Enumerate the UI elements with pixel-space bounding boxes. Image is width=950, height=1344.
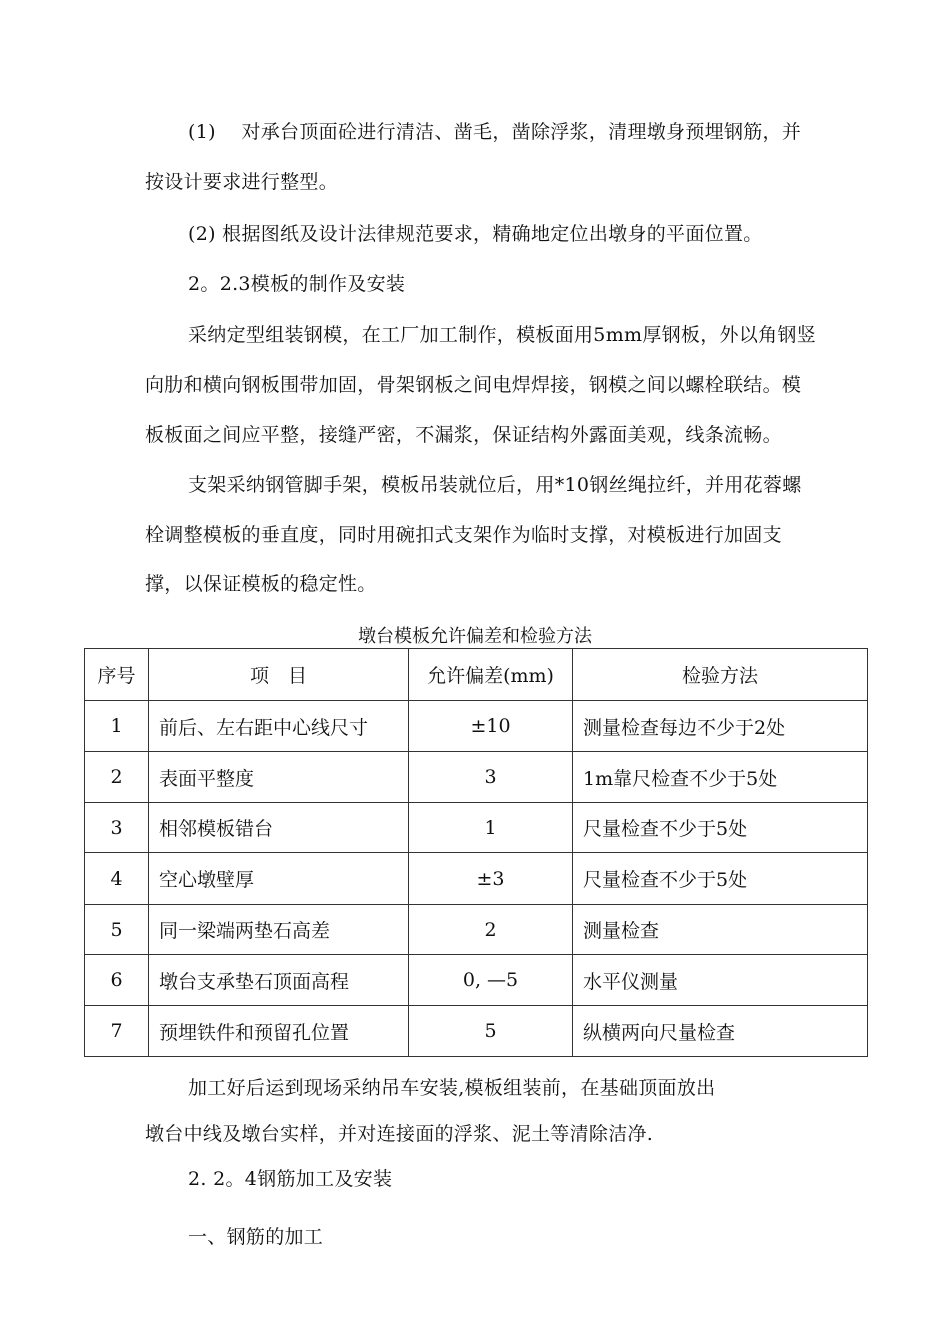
cell-seq: 5 <box>85 905 149 955</box>
cell-tolerance: 5 <box>409 1006 573 1057</box>
header-method: 检验方法 <box>573 649 868 701</box>
paragraph-4-line-3: 撑，以保证模板的稳定性。 <box>145 573 377 595</box>
cell-tolerance: 3 <box>409 752 573 803</box>
table-row <box>85 1006 868 1057</box>
tolerance-table <box>84 648 868 1057</box>
table-row <box>85 803 868 853</box>
header-item: 项 目 <box>149 649 409 701</box>
section-heading-2-2-3: 2。2.3模板的制作及安装 <box>188 273 406 295</box>
cell-seq: 2 <box>85 752 149 803</box>
cell-item: 预埋铁件和预留孔位置 <box>149 1006 409 1057</box>
cell-method: 水平仪测量 <box>573 955 868 1006</box>
header-seq: 序号 <box>85 649 149 701</box>
cell-method: 测量检查每边不少于2处 <box>573 701 868 752</box>
cell-method: 纵横两向尺量检查 <box>573 1006 868 1057</box>
paragraph-2: (2) 根据图纸及设计法律规范要求，精确地定位出墩身的平面位置。 <box>188 223 763 245</box>
table-row <box>85 701 868 752</box>
table-row <box>85 752 868 803</box>
cell-tolerance: 0, —5 <box>409 955 573 1006</box>
cell-method: 测量检查 <box>573 905 868 955</box>
table-header-row <box>85 649 868 701</box>
cell-tolerance: ±3 <box>409 853 573 905</box>
cell-tolerance: 2 <box>409 905 573 955</box>
table-row <box>85 853 868 905</box>
table-row <box>85 955 868 1006</box>
cell-tolerance: 1 <box>409 803 573 853</box>
cell-item: 相邻模板错台 <box>149 803 409 853</box>
cell-item: 前后、左右距中心线尺寸 <box>149 701 409 752</box>
cell-method: 尺量检查不少于5处 <box>573 803 868 853</box>
header-tolerance: 允许偏差(mm) <box>409 649 573 701</box>
paragraph-5-line-2: 墩台中线及墩台实样，并对连接面的浮浆、泥土等清除洁净. <box>145 1123 654 1145</box>
cell-seq: 4 <box>85 853 149 905</box>
cell-item: 空心墩壁厚 <box>149 853 409 905</box>
paragraph-1-line-2: 按设计要求进行整型。 <box>145 171 339 193</box>
cell-item: 表面平整度 <box>149 752 409 803</box>
cell-item: 墩台支承垫石顶面高程 <box>149 955 409 1006</box>
paragraph-3-line-1: 采纳定型组装钢模，在工厂加工制作，模板面用5mm厚钢板，外以角钢竖 <box>188 324 817 346</box>
cell-seq: 1 <box>85 701 149 752</box>
cell-method: 尺量检查不少于5处 <box>573 853 868 905</box>
paragraph-1-line-1: (1) 对承台顶面砼进行清洁、凿毛，凿除浮浆，清理墩身预埋钢筋，并 <box>188 121 802 143</box>
table-caption: 墩台模板允许偏差和检验方法 <box>358 626 592 647</box>
cell-seq: 7 <box>85 1006 149 1057</box>
cell-seq: 6 <box>85 955 149 1006</box>
subheading-rebar-processing: 一、钢筋的加工 <box>188 1226 324 1248</box>
paragraph-4-line-2: 栓调整模板的垂直度，同时用碗扣式支架作为临时支撑，对模板进行加固支 <box>145 524 782 546</box>
paragraph-3-line-3: 板板面之间应平整，接缝严密，不漏浆，保证结构外露面美观，线条流畅。 <box>145 424 782 446</box>
cell-seq: 3 <box>85 803 149 853</box>
paragraph-3-line-2: 向肋和横向钢板围带加固，骨架钢板之间电焊焊接，钢模之间以螺栓联结。模 <box>145 374 802 396</box>
table-row <box>85 905 868 955</box>
cell-tolerance: ±10 <box>409 701 573 752</box>
cell-item: 同一梁端两垫石高差 <box>149 905 409 955</box>
paragraph-4-line-1: 支架采纳钢管脚手架，模板吊装就位后，用*10钢丝绳拉纤，并用花蓉螺 <box>188 474 802 496</box>
section-heading-2-2-4: 2. 2。4钢筋加工及安装 <box>188 1168 393 1190</box>
paragraph-5-line-1: 加工好后运到现场采纳吊车安装,模板组装前，在基础顶面放出 <box>188 1077 716 1099</box>
cell-method: 1m靠尺检查不少于5处 <box>573 752 868 803</box>
